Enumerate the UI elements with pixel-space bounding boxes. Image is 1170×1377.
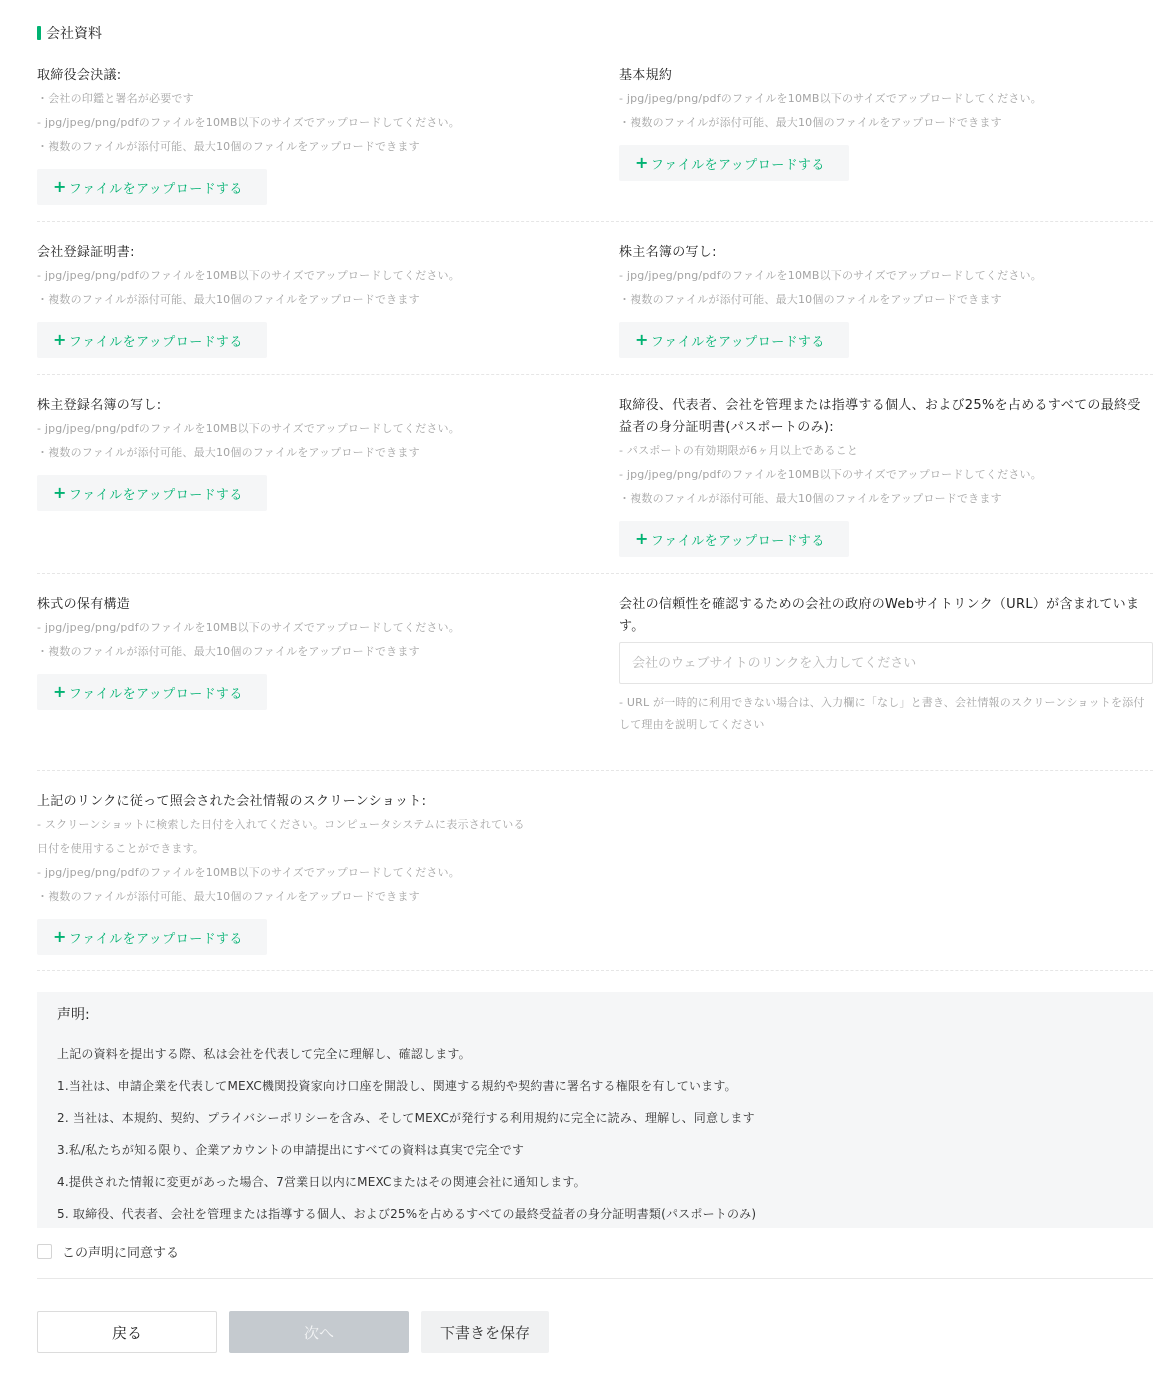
- upload-label: ファイルをアップロードする: [68, 181, 243, 197]
- upload-label: ファイルをアップロードする: [68, 686, 243, 702]
- plus-icon: +: [53, 177, 67, 196]
- hint-passport: - パスポートの有効期限が6ヶ月以上であること: [619, 444, 859, 457]
- next-button[interactable]: 次へ: [229, 1311, 409, 1353]
- agree-statement[interactable]: [37, 1241, 179, 1261]
- statement-line: 2. 当社は、本規約、契約、プライバシーポリシーを含み、そしてMEXCが発行する利用規約に完全に読み、理解し、同意します: [57, 1111, 755, 1125]
- field-website-link: [619, 594, 1153, 736]
- footer-divider: [37, 1278, 1153, 1279]
- hint-url: - URL が一時的に利用できない場合は、入力欄に「なし」と書き、会社情報のスクリーンショットを添付して理由を説明してください: [619, 696, 1145, 731]
- upload-label: ファイルをアップロードする: [68, 931, 243, 947]
- field-label: 株主登録名簿の写し:: [37, 398, 162, 413]
- field-label: 取締役、代表者、会社を管理または指導する個人、および25%を占めるすべての最終受益者の身分証明書(パスポートのみ):: [619, 398, 1141, 435]
- website-url-input[interactable]: [619, 642, 1153, 684]
- hint-format: - jpg/jpeg/png/pdfのファイルを10MB以下のサイズでアップロードしてください。: [37, 269, 460, 282]
- divider: [37, 374, 1153, 375]
- hint-multiple: ・複数のファイルが添付可能、最大10個のファイルをアップロードできます: [37, 293, 420, 306]
- upload-button[interactable]: [37, 169, 267, 205]
- upload-label: ファイルをアップロードする: [68, 487, 243, 503]
- upload-label: ファイルをアップロードする: [68, 334, 243, 350]
- plus-icon: +: [635, 330, 649, 349]
- field-screenshot: [37, 791, 577, 955]
- field-label: 取締役会決議:: [37, 68, 122, 83]
- agree-label: この声明に同意する: [62, 1245, 180, 1261]
- statement-line: 4.提供された情報に変更があった場合、7営業日以内にMEXCまたはその関連会社に通知します。: [57, 1175, 586, 1189]
- hint-date: - スクリーンショットに検索した日付を入れてください。コンピュータシステムに表示されている: [37, 818, 525, 831]
- hint-multiple: ・複数のファイルが添付可能、最大10個のファイルをアップロードできます: [619, 116, 1002, 129]
- hint-format: - jpg/jpeg/png/pdfのファイルを10MB以下のサイズでアップロードしてください。: [37, 866, 460, 879]
- field-shareholder-register: [37, 395, 577, 511]
- field-ownership-structure: [37, 594, 577, 710]
- statement-line: 5. 取締役、代表者、会社を管理または指導する個人、および25%を占めるすべての最終受益者の身分証明書類(パスポートのみ): [57, 1207, 757, 1221]
- section-title: [37, 24, 102, 42]
- upload-button[interactable]: [37, 674, 267, 710]
- hint-multiple: ・複数のファイルが添付可能、最大10個のファイルをアップロードできます: [37, 645, 420, 658]
- upload-button[interactable]: [37, 919, 267, 955]
- upload-label: ファイルをアップロードする: [650, 533, 825, 549]
- field-shareholder-list: [619, 242, 1159, 358]
- upload-button[interactable]: [37, 475, 267, 511]
- hint-format: - jpg/jpeg/png/pdfのファイルを10MB以下のサイズでアップロードしてください。: [37, 621, 460, 634]
- plus-icon: +: [53, 330, 67, 349]
- upload-button[interactable]: [619, 322, 849, 358]
- statement-line: 1.当社は、申請企業を代表してMEXC機関投資家向け口座を開設し、関連する規約や契約書に署名する権限を有しています。: [57, 1079, 737, 1093]
- upload-label: ファイルをアップロードする: [650, 334, 825, 350]
- divider: [37, 221, 1153, 222]
- hint-format: - jpg/jpeg/png/pdfのファイルを10MB以下のサイズでアップロードしてください。: [619, 269, 1042, 282]
- field-beneficial-owners: [619, 395, 1153, 557]
- plus-icon: +: [635, 529, 649, 548]
- hint-format: - jpg/jpeg/png/pdfのファイルを10MB以下のサイズでアップロードしてください。: [37, 116, 460, 129]
- upload-button[interactable]: [37, 322, 267, 358]
- agree-checkbox[interactable]: [37, 1244, 52, 1259]
- section-accent-bar: [37, 26, 41, 40]
- hint-multiple: ・複数のファイルが添付可能、最大10個のファイルをアップロードできます: [37, 140, 420, 153]
- plus-icon: +: [53, 483, 67, 502]
- field-label: 株主名簿の写し:: [619, 245, 717, 260]
- upload-button[interactable]: [619, 521, 849, 557]
- upload-label: ファイルをアップロードする: [650, 157, 825, 173]
- statement-line: 3.私/私たちが知る限り、企業アカウントの申請提出にすべての資料は真実で完全です: [57, 1143, 525, 1157]
- field-board-resolution: [37, 65, 577, 205]
- field-label: 株式の保有構造: [37, 597, 131, 612]
- hint-multiple: ・複数のファイルが添付可能、最大10個のファイルをアップロードできます: [37, 890, 420, 903]
- field-label: 基本規約: [619, 68, 673, 83]
- statement-line: 上記の資料を提出する際、私は会社を代表して完全に理解し、確認します。: [57, 1047, 471, 1061]
- hint-multiple: ・複数のファイルが添付可能、最大10個のファイルをアップロードできます: [619, 492, 1002, 505]
- plus-icon: +: [635, 153, 649, 172]
- hint-date-continued: 日付を使用することができます。: [37, 842, 205, 855]
- plus-icon: +: [53, 927, 67, 946]
- hint-format: - jpg/jpeg/png/pdfのファイルを10MB以下のサイズでアップロードしてください。: [619, 92, 1042, 105]
- upload-button[interactable]: [619, 145, 849, 181]
- plus-icon: +: [53, 682, 67, 701]
- hint-multiple: ・複数のファイルが添付可能、最大10個のファイルをアップロードできます: [37, 446, 420, 459]
- field-label: 上記のリンクに従って照会された会社情報のスクリーンショット:: [37, 794, 427, 809]
- hint-multiple: ・複数のファイルが添付可能、最大10個のファイルをアップロードできます: [619, 293, 1002, 306]
- field-company-registration: [37, 242, 577, 358]
- save-draft-button[interactable]: 下書きを保存: [421, 1311, 549, 1353]
- statement-title: 声明:: [57, 1007, 90, 1023]
- field-label: 会社登録証明書:: [37, 245, 135, 260]
- hint-format: - jpg/jpeg/png/pdfのファイルを10MB以下のサイズでアップロードしてください。: [37, 422, 460, 435]
- statement-panel: [37, 992, 1153, 1228]
- divider: [37, 970, 1153, 971]
- field-articles: [619, 65, 1159, 181]
- hint-seal: ・会社の印鑑と署名が必要です: [37, 92, 194, 105]
- field-label: 会社の信頼性を確認するための会社の政府のWebサイトリンク（URL）が含まれています。: [619, 597, 1140, 634]
- hint-format: - jpg/jpeg/png/pdfのファイルを10MB以下のサイズでアップロードしてください。: [619, 468, 1042, 481]
- section-title-text: 会社資料: [46, 26, 102, 42]
- divider: [37, 573, 1153, 574]
- back-button[interactable]: 戻る: [37, 1311, 217, 1353]
- divider: [37, 770, 1153, 771]
